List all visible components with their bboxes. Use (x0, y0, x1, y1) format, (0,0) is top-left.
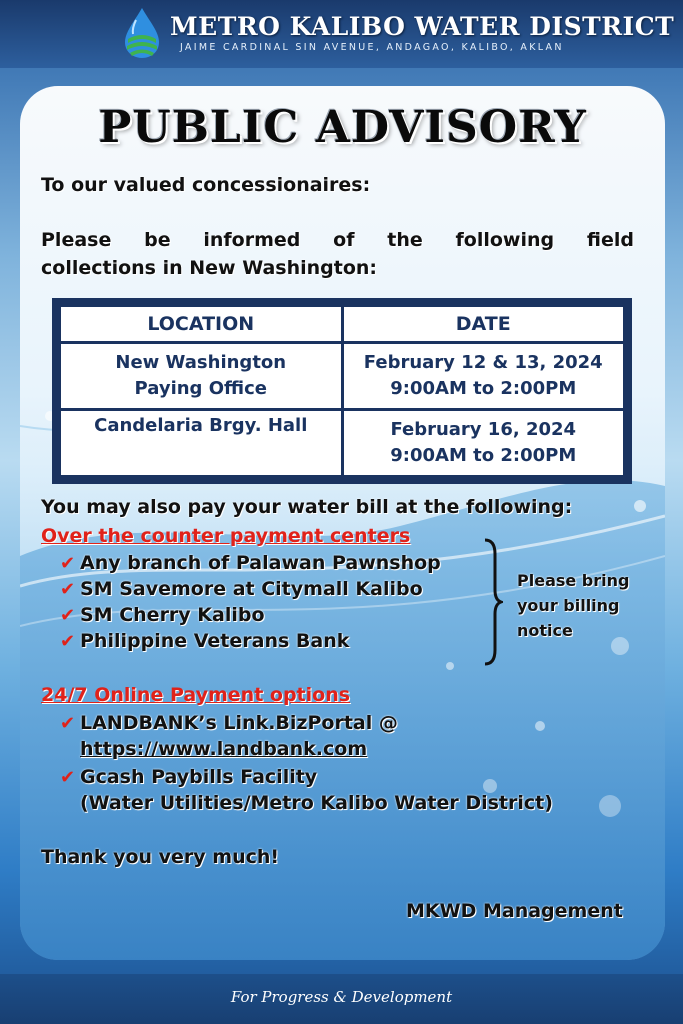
table-header-row (61, 307, 623, 341)
payment-lead-text: You may also pay your water bill at the following: (41, 496, 573, 518)
list-item (60, 712, 398, 734)
water-drop-logo-icon (120, 6, 164, 60)
note-line: your billing (517, 596, 620, 615)
otc-heading: Over the counter payment centers (41, 525, 411, 547)
location-cell (61, 344, 341, 408)
thanks-text: Thank you very much! (41, 846, 280, 868)
check-icon: ✔ (60, 713, 76, 734)
list-item-label: Philippine Veterans Bank (80, 630, 350, 652)
list-item-label: LANDBANK’s Link.BizPortal @ (80, 712, 398, 734)
time-text: 9:00AM to 2:00PM (390, 445, 577, 466)
list-item-subtext: (Water Utilities/Metro Kalibo Water District) (80, 792, 553, 814)
list-item-label: Gcash Paybills Facility (80, 766, 318, 788)
column-header-date: DATE (344, 307, 624, 341)
note-line: Please bring (517, 571, 630, 590)
check-icon: ✔ (60, 605, 76, 626)
list-item (60, 604, 265, 626)
table-row (61, 411, 623, 475)
list-item-label: SM Cherry Kalibo (80, 604, 265, 626)
advisory-title: PUBLIC ADVISORY (98, 102, 587, 153)
check-icon: ✔ (60, 631, 76, 652)
schedule-table (52, 298, 632, 484)
location-line: New Washington (115, 352, 287, 373)
list-item (60, 578, 423, 600)
header-banner (0, 0, 683, 68)
curly-brace-icon (483, 538, 503, 666)
location-line: Candelaria Brgy. Hall (94, 415, 308, 436)
list-item-label: Any branch of Palawan Pawnshop (80, 552, 441, 574)
check-icon: ✔ (60, 767, 76, 788)
check-icon: ✔ (60, 579, 76, 600)
table-row (61, 344, 623, 408)
date-cell (344, 411, 624, 475)
footer-tagline: For Progress & Development (230, 988, 453, 1006)
note-line: notice (517, 621, 573, 640)
date-text: February 12 & 13, 2024 (363, 352, 603, 373)
footer-banner (0, 974, 683, 1024)
check-icon: ✔ (60, 553, 76, 574)
time-text: 9:00AM to 2:00PM (390, 378, 577, 399)
date-cell (344, 344, 624, 408)
list-item-label: SM Savemore at Citymall Kalibo (80, 578, 423, 600)
org-name: METRO KALIBO WATER DISTRICT (170, 12, 675, 41)
intro-text-line2: collections in New Washington: (41, 257, 378, 279)
advisory-content (20, 86, 665, 960)
landbank-link[interactable]: https://www.landbank.com (80, 738, 368, 760)
location-cell (61, 411, 341, 475)
intro-text-line1: Please be informed of the following field (41, 229, 634, 251)
column-header-location: LOCATION (61, 307, 341, 341)
billing-notice-note (517, 568, 629, 643)
list-item (60, 766, 317, 788)
greeting-text: To our valued concessionaires: (41, 174, 371, 196)
signature-text: MKWD Management (406, 900, 623, 922)
advisory-card (20, 86, 665, 960)
list-item (60, 552, 441, 574)
org-address: JAIME CARDINAL SIN AVENUE, ANDAGAO, KALIBO, AKLAN (180, 42, 564, 53)
date-text: February 16, 2024 (390, 419, 577, 440)
location-line: Paying Office (134, 378, 267, 399)
list-item (60, 630, 349, 652)
online-heading: 24/7 Online Payment options (41, 684, 351, 706)
